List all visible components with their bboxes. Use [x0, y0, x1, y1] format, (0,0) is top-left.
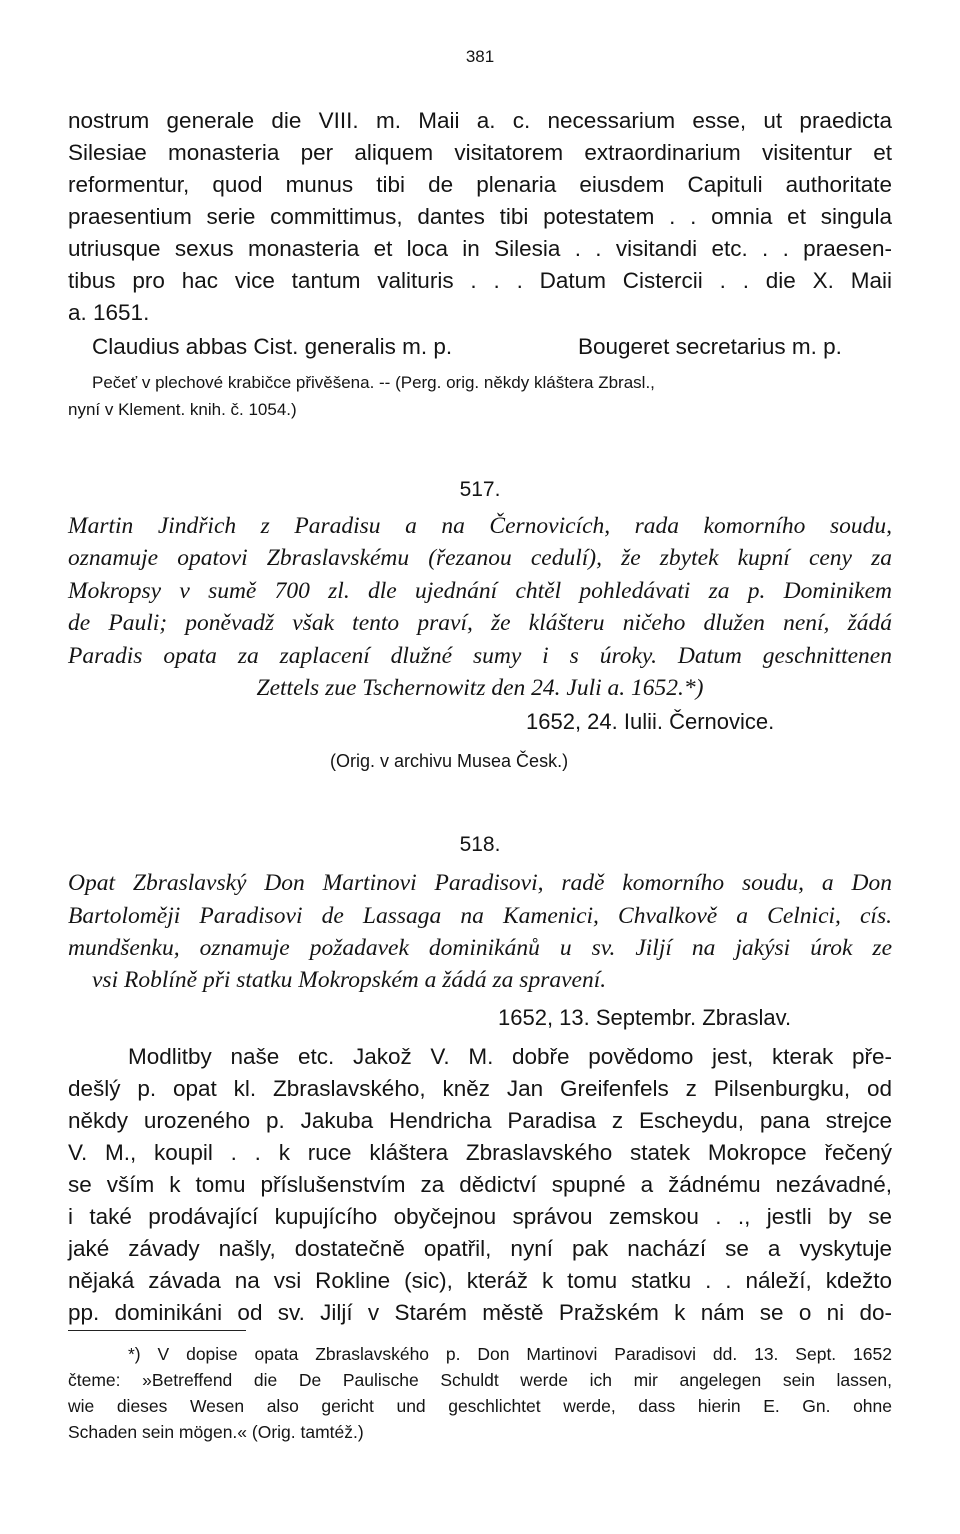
- regest-line: oznamuje opatovi Zbraslavskému (řezanou cedulí), že zbytek kupní ceny za: [68, 545, 892, 571]
- regest-line: Bartoloměji Paradisovi de Lassaga na Kamenici, Chvalkově a Celnici, cís.: [68, 903, 892, 929]
- document-date-place: 1652, 13. Septembr. Zbraslav.: [498, 1005, 792, 1030]
- regest-line: Martin Jindřich z Paradisu a na Černovicích, rada komorního soudu,: [68, 513, 892, 539]
- signature-right: Bougeret secretarius m. p.: [578, 334, 842, 359]
- body-line: V. M., koupil . . k ruce kláštera Zbraslavského statek Mokropce řečený: [68, 1140, 892, 1165]
- body-line: tibus pro hac vice tantum valituris . . . Datum Cistercii . . die X. Maii: [68, 268, 892, 293]
- footnote-line: wie dieses Wesen also gericht und geschlichtet werde, dass hierin E. Gn. ohne: [68, 1396, 892, 1416]
- body-line: někdy urozeného p. Jakuba Hendricha Paradisa z Escheydu, pana strejce: [68, 1108, 892, 1133]
- body-line: utriusque sexus monasteria et loca in Silesia . . visitandi etc. . . praesen-: [68, 236, 892, 261]
- footnote-line: *) V dopise opata Zbraslavského p. Don Martinovi Paradisovi dd. 13. Sept. 1652: [128, 1344, 892, 1364]
- footnote-line: Schaden sein mögen.« (Orig. tamtéž.): [68, 1422, 364, 1442]
- regest-line: vsi Roblíně při statku Mokropském a žádá za spravení.: [92, 967, 607, 993]
- body-line: i také prodávající kupujícího obyčejnou správou zemskou . ., jestli by se: [68, 1204, 892, 1229]
- body-line: praesentium serie committimus, dantes tibi potestatem . . omnia et singula: [68, 204, 892, 229]
- body-line: a. 1651.: [68, 300, 150, 325]
- body-line: nějaká závada na vsi Rokline (sic), kteráž k tomu statku . . náleží, kdežto: [68, 1268, 892, 1293]
- document-number-517: 517.: [459, 478, 501, 501]
- document-source: (Orig. v archivu Musea Česk.): [330, 751, 569, 771]
- seal-note: Pečeť v plechové krabičce přivěšena. -- (Perg. orig. někdy kláštera Zbrasl.,: [92, 373, 655, 392]
- regest-line: de Pauli; poněvadž však tento praví, že klášteru ničeho dlužen není, žádá: [68, 610, 892, 636]
- document-number-518: 518.: [459, 833, 501, 856]
- regest-line: mundšenku, oznamuje požadavek dominikánů u sv. Jiljí na jakýsi úrok ze: [68, 935, 892, 961]
- signature-left: Claudius abbas Cist. generalis m. p.: [92, 334, 453, 359]
- body-line: se vším k tomu příslušenstvím za dědictví spupné a žádnému nezávadné,: [68, 1172, 892, 1197]
- regest-line: Zettels zue Tschernowitz den 24. Juli a. 1652.*): [256, 675, 704, 701]
- body-line: pp. dominikáni od sv. Jiljí v Starém městě Pražském k nám se o ni do-: [68, 1300, 892, 1325]
- footnote-line: čteme: »Betreffend die De Paulische Schuldt werde ich mir angelegen sein lassen,: [68, 1370, 892, 1390]
- regest-line: Paradis opata za zaplacení dlužné sumy i s úroky. Datum geschnittenen: [68, 643, 892, 669]
- document-date-place: 1652, 24. Iulii. Černovice.: [526, 709, 775, 734]
- regest-line: Mokropsy v sumě 700 zl. dle ujednání chtěl pohledávati za p. Dominikem: [68, 578, 892, 604]
- page-number: 381: [465, 47, 495, 66]
- body-line: Silesiae monasteria per aliquem visitatorem extraordinarium visitentur et: [68, 140, 892, 165]
- body-line: jaké závady našly, dostatečně opatřil, nyní pak nachází se a vyskytuje: [68, 1236, 892, 1261]
- footnote-divider: [68, 1330, 246, 1331]
- regest-line: Opat Zbraslavský Don Martinovi Paradisovi, radě komorního soudu, a Don: [68, 870, 892, 896]
- body-line: dešlý p. opat kl. Zbraslavského, kněz Jan Greifenfels z Pilsenburgku, od: [68, 1076, 892, 1101]
- body-line: Modlitby naše etc. Jakož V. M. dobře povědomo jest, kterak pře-: [128, 1044, 892, 1069]
- seal-note-continued: nyní v Klement. knih. č. 1054.): [68, 400, 297, 419]
- body-line: reformentur, quod munus tibi de plenaria eiusdem Capituli authoritate: [68, 172, 892, 197]
- body-line: nostrum generale die VIII. m. Maii a. c. necessarium esse, ut praedicta: [68, 108, 892, 133]
